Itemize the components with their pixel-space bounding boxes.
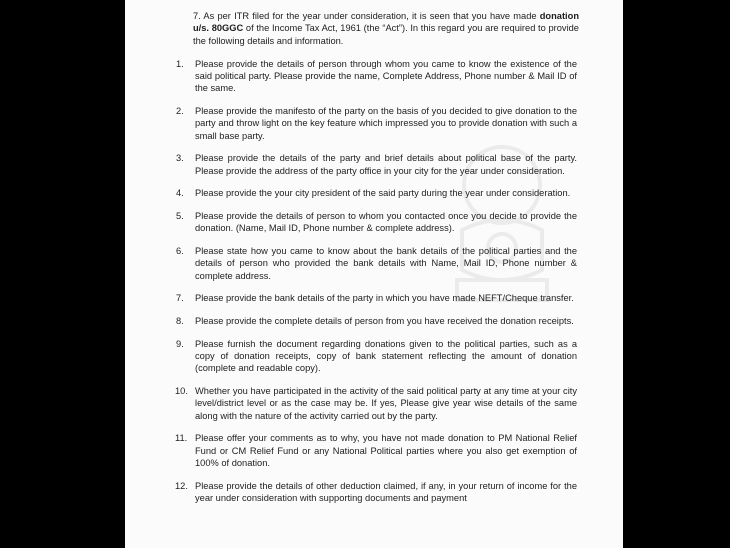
item-number: 11. <box>175 433 188 444</box>
list-item <box>176 152 577 177</box>
list-item <box>175 432 577 469</box>
item-text: Please offer your comments as to why, you have not made donation to PM National Relief Fund or CM Relief Fund or any National Political parties where you also get exemption of 100% of donation. <box>195 433 577 468</box>
item-text: Please provide the details of the party and brief details about political base of the party. Please provide the address of the party office in your city for the year under consideration. <box>195 153 577 176</box>
list-item <box>175 480 577 505</box>
intro-bold-section: donation u/s. 80GGC <box>193 11 579 34</box>
list-item <box>176 58 577 95</box>
list-item <box>176 187 577 199</box>
item-text: Whether you have participated in the activity of the said political party at any time at your city level/district level or as the case may be. If yes, Please give year wise details of the same along with the nature of the activity carried out by the party. <box>195 386 577 421</box>
intro-text-part1: 7. As per ITR filed for the year under consideration, it is seen that you have made <box>193 11 540 21</box>
item-number: 3. <box>176 153 184 164</box>
list-item <box>176 245 577 282</box>
list-item <box>176 292 577 304</box>
intro-text-part2: of the Income Tax Act, 1961 (the “Act”). In this regard you are required to provide the following details and information. <box>193 23 579 46</box>
list-item <box>176 210 577 235</box>
item-number: 9. <box>176 338 184 349</box>
item-number: 1. <box>176 58 184 69</box>
item-number: 6. <box>176 246 184 257</box>
item-number: 2. <box>176 106 184 117</box>
item-number: 4. <box>176 188 184 199</box>
notice-text <box>175 10 579 515</box>
item-text: Please furnish the document regarding donations given to the political parties, such as a copy of donation receipts, copy of bank statement reflecting the amount of donation (complete and readable copy). <box>195 338 577 374</box>
item-text: Please provide the details of person through whom you came to know the existence of the said political party. Please provide the name, Complete Address, Phone number & Mail ID of the same. <box>195 58 577 94</box>
item-number: 7. <box>176 293 184 304</box>
item-text: Please provide the details of other deduction claimed, if any, in your return of income for the year under consideration with supporting documents and payment <box>195 480 577 503</box>
list-item <box>176 338 577 375</box>
item-number: 8. <box>176 316 184 327</box>
item-text: Please provide the manifesto of the party on the basis of you decided to give donation to the party and throw light on the key feature which impressed you to provide donation with such a small base party. <box>195 106 577 141</box>
item-number: 12. <box>175 480 188 491</box>
points-list <box>175 58 577 504</box>
item-number: 10. <box>175 386 188 397</box>
item-text: Please provide the bank details of the party in which you have made NEFT/Cheque transfer. <box>195 293 574 304</box>
item-text: Please provide the your city president of the said party during the year under consideration. <box>195 188 571 199</box>
list-item <box>176 315 577 327</box>
item-text: Please state how you came to know about the bank details of the political parties and the details of person who provided the bank details with Name, Mail ID, Phone number & complete address. <box>195 246 577 281</box>
list-item <box>176 105 577 142</box>
item-text: Please provide the details of person to whom you contacted once you decide to provide the donation. (Name, Mail ID, Phone number & complete address). <box>195 211 577 234</box>
item-text: Please provide the complete details of person from you have received the donation receipts. <box>195 316 574 327</box>
item-number: 5. <box>176 211 184 222</box>
list-item <box>175 385 577 422</box>
intro-paragraph <box>193 10 579 47</box>
